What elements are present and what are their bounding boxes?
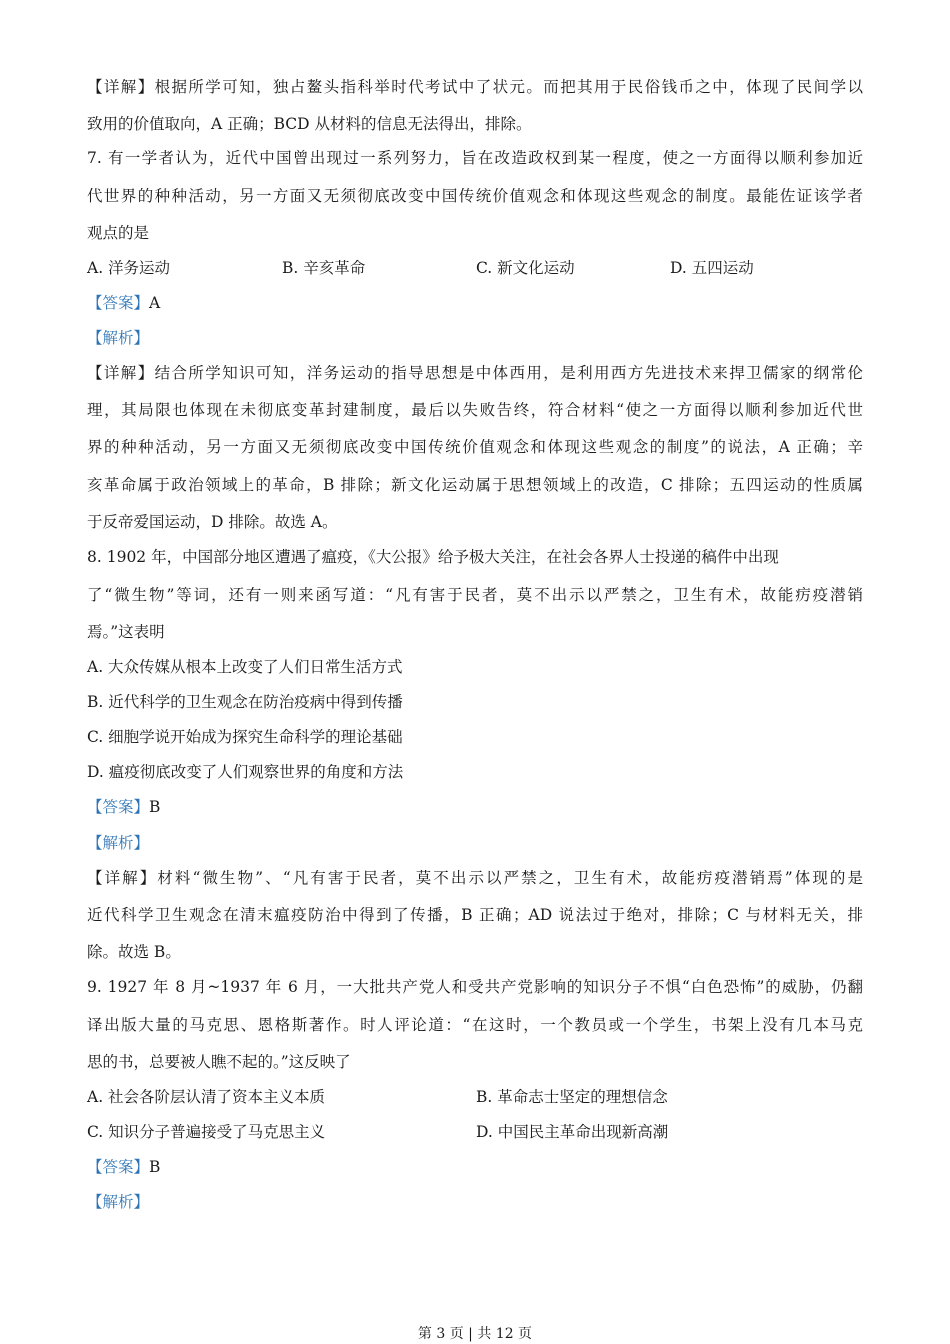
q7-stem-line-1: 7. 有一学者认为，近代中国曾出现过一系列努力，旨在改造政权到某一程度，使之一方面得以顺利参加近 [87,149,863,167]
q7-detail-line-2: 理，其局限也体现在未彻底变革封建制度，最后以失败告终，符合材料“使之一方面得以顺利参加近代世 [87,401,863,419]
answer-label: 【答案】 [87,1158,150,1176]
q9-option-d: D. 中国民主革命出现新高潮 [476,1123,669,1141]
q8-stem-line-1: 8. 1902 年，中国部分地区遭遇了瘟疫，《大公报》给予极大关注，在社会各界人士投递的稿件中出现 [87,548,779,566]
q7-answer [87,293,863,313]
q8-detail-line-2: 近代科学卫生观念在清末瘟疫防治中得到了传播，B 正确；AD 说法过于绝对，排除；C 与材料无关，排 [87,906,863,924]
q7-detail-line-5: 于反帝爱国运动，D 排除。故选 A。 [87,513,338,531]
q8-analysis-label: 【解析】 [87,834,150,852]
q7-option-a: A. 洋务运动 [87,259,171,277]
q8-stem-line-3: 焉。”这表明 [87,623,165,641]
q8-option-d: D. 瘟疫彻底改变了人们观察世界的角度和方法 [87,763,404,781]
q9-answer [87,1157,863,1177]
q9-stem-line-3: 思的书，总要被人瞧不起的。”这反映了 [87,1053,351,1071]
detail-label: 【详解】 [87,78,155,96]
answer-value: B [149,1158,161,1176]
text: 结合所学知识可知，洋务运动的指导思想是中体西用，是利用西方先进技术来捍卫儒家的纲常伦 [154,364,863,382]
q8-option-a: A. 大众传媒从根本上改变了人们日常生活方式 [87,658,403,676]
q7-analysis-label: 【解析】 [87,329,150,347]
q9-option-a: A. 社会各阶层认清了资本主义本质 [87,1088,326,1106]
q9-stem-line-1: 9. 1927 年 8 月~1937 年 6 月，一大批共产党人和受共产党影响的知识分子不惧“白色恐怖”的威胁，仍翻 [87,978,863,996]
text: 根据所学可知，独占鳌头指科举时代考试中了状元。而把其用于民俗钱币之中，体现了民间学以 [154,78,863,96]
q9-stem-line-2: 译出版大量的马克思、恩格斯著作。时人评论道：“在这时，一个教员或一个学生，书架上没有几本马克 [87,1016,863,1034]
q7-option-b: B. 辛亥革命 [282,259,366,277]
q9-option-b: B. 革命志士坚定的理想信念 [476,1088,668,1106]
q7-stem-line-2: 代世界的种种活动，另一方面又无须彻底改变中国传统价值观念和体现这些观念的制度。最能佐证该学者 [87,187,863,205]
answer-label: 【答案】 [87,798,150,816]
q6-detail-line-2: 致用的价值取向，A 正确；BCD 从材料的信息无法得出，排除。 [87,115,532,133]
q7-option-d: D. 五四运动 [670,259,754,277]
q8-detail-line-3: 除。故选 B。 [87,943,181,961]
q8-option-b: B. 近代科学的卫生观念在防治疫病中得到传播 [87,693,403,711]
q7-detail-line-1 [87,363,863,383]
q6-detail-line-1 [87,77,863,97]
answer-label: 【答案】 [87,294,150,312]
q8-answer [87,797,863,817]
q7-option-c: C. 新文化运动 [476,259,575,277]
answer-value: A [149,294,161,312]
detail-label: 【详解】 [87,364,155,382]
q8-option-c: C. 细胞学说开始成为探究生命科学的理论基础 [87,728,403,746]
q9-analysis-label: 【解析】 [87,1193,150,1211]
page-footer: 第 3 页 | 共 12 页 [417,1326,533,1342]
q8-detail-line-1 [87,868,863,888]
q7-detail-line-4: 亥革命属于政治领域上的革命，B 排除；新文化运动属于思想领域上的改造，C 排除；五四运动的性质属 [87,476,863,494]
q7-stem-line-3: 观点的是 [87,224,150,242]
q8-stem-line-2: 了“微生物”等词，还有一则来函写道：“凡有害于民者，莫不出示以严禁之，卫生有术，故能疠疫潜销 [87,586,863,604]
text: 材料“微生物”、“凡有害于民者，莫不出示以严禁之，卫生有术，故能疠疫潜销焉”体现的是 [157,869,863,887]
answer-value: B [149,798,161,816]
q7-detail-line-3: 界的种种活动，另一方面又无须彻底改变中国传统价值观念和体现这些观念的制度”的说法，A 正确；辛 [87,438,863,456]
detail-label: 【详解】 [87,869,158,887]
q9-option-c: C. 知识分子普遍接受了马克思主义 [87,1123,326,1141]
